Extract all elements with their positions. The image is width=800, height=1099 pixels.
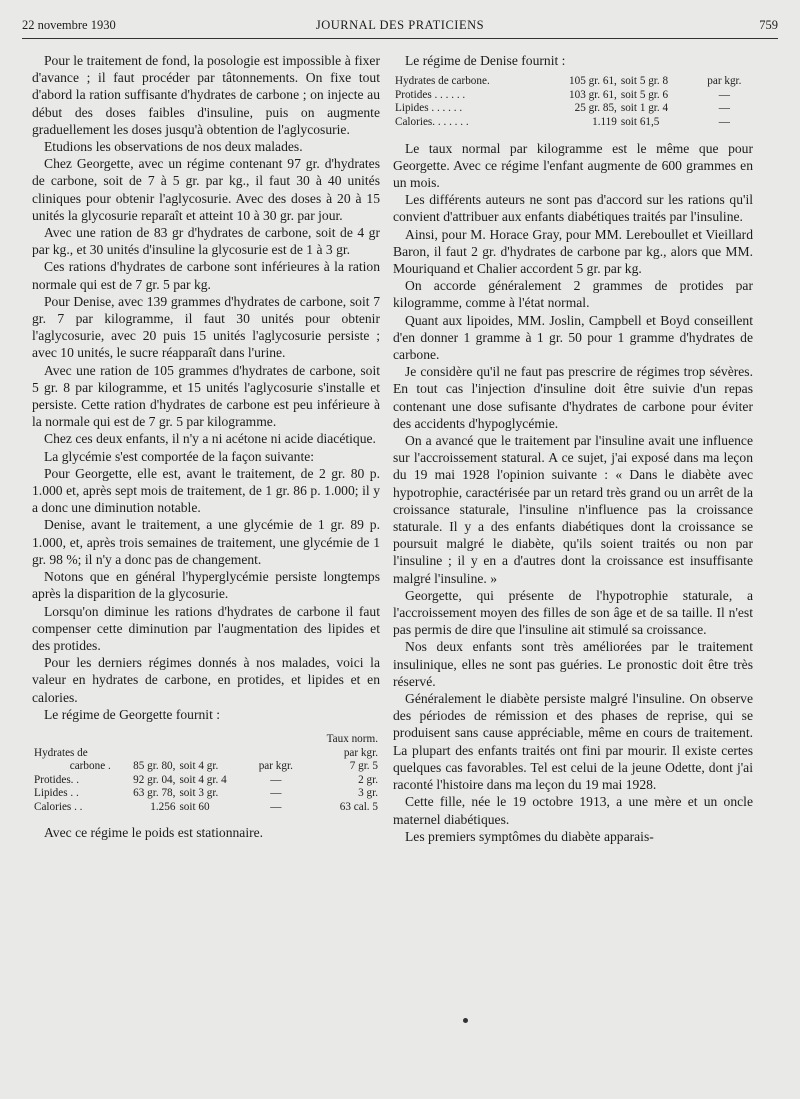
table-cell: Taux norm. bbox=[326, 732, 378, 745]
table-cell: Protides. . bbox=[34, 773, 80, 786]
paragraph: Les différents auteurs ne sont pas d'accord sur les rations qu'il convient d'attribuer aux enfants diabétiques traités par l'insuline. bbox=[393, 192, 753, 225]
page-number: 759 bbox=[759, 18, 778, 32]
table-cell: soit 5 gr. 6 bbox=[620, 88, 669, 101]
paragraph: Ainsi, pour M. Horace Gray, pour MM. Lereboullet et Vieillard Baron, il faut 2 gr. d'hydrates de carbone par kg., alors que MM. Mouriquand et Chalier accordent 5 gr. par kg. bbox=[393, 226, 753, 276]
header-rule bbox=[22, 38, 778, 39]
paragraph: Etudions les observations de nos deux malades. bbox=[44, 139, 303, 155]
paragraph: Chez ces deux enfants, il n'y a ni acétone ni acide diacétique. bbox=[44, 431, 376, 447]
paragraph: Les premiers symptômes du diabète apparais- bbox=[405, 828, 654, 844]
table-cell: soit 4 gr. bbox=[179, 760, 219, 773]
page-dot bbox=[463, 1018, 468, 1023]
table-cell: Calories. . . . . . . bbox=[395, 115, 469, 128]
table-cell: carbone . bbox=[69, 760, 111, 773]
table-cell: Hydrates de carbone. bbox=[395, 75, 490, 88]
table-row bbox=[393, 89, 753, 103]
table-cell: — bbox=[270, 787, 282, 800]
table-cell: soit 3 gr. bbox=[179, 787, 219, 800]
table-row bbox=[393, 75, 753, 89]
right-column bbox=[393, 52, 753, 845]
table-cell: soit 61,5 bbox=[620, 115, 660, 128]
table-cell: soit 5 gr. 8 bbox=[620, 75, 669, 88]
table-cell: Lipides . . bbox=[34, 787, 79, 800]
paragraph: Avec ce régime le poids est stationnaire. bbox=[44, 825, 264, 841]
paragraph: Pour le traitement de fond, la posologie est impossible à fixer d'avance ; il faut procéder par tâtonnements. On fixe tout d'abord la ration suffisante d'hydrates de carbone ; on injecte au début des doses faibles d'insuline, puis on augmente graduellement les doses jusqu'à obtention de l'aglycosurie. bbox=[32, 53, 380, 137]
paragraph: Pour Denise, avec 139 grammes d'hydrates de carbone, soit 7 gr. 7 par kilogramme, il faut 30 unités pour obtenir l'aglycosurie, avec 20 puis 15 unités l'aglycosurie persiste ; avec 10 unités, le sucre réapparaît dans l'urine. bbox=[32, 293, 380, 361]
page-header bbox=[22, 18, 778, 40]
table-cell: 85 gr. 80, bbox=[133, 760, 176, 773]
table-cell: 7 gr. 5 bbox=[349, 760, 378, 773]
paragraph: Le taux normal par kilogramme est le même que pour Georgette. Avec ce régime l'enfant augmente de 600 grammes en un mois. bbox=[393, 140, 753, 190]
issue-date: 22 novembre 1930 bbox=[22, 18, 116, 32]
table-row bbox=[32, 801, 380, 815]
table-cell: 2 gr. bbox=[358, 773, 378, 786]
paragraph: Denise, avant le traitement, a une glycémie de 1 gr. 89 p. 1.000, et, après trois semaines de traitement, une glycémie de 1 gr. 98 %; il n'y a donc pas de changement. bbox=[32, 517, 380, 567]
paragraph: Ces rations d'hydrates de carbone sont inférieures à la ration normale qui est de 7 gr. 5 par kg. bbox=[32, 259, 380, 292]
paragraph: La glycémie s'est comportée de la façon suivante: bbox=[44, 448, 315, 464]
table-cell: 92 gr. 04, bbox=[133, 773, 176, 786]
table-cell: — bbox=[718, 115, 730, 128]
paragraph: Cette fille, née le 19 octobre 1913, a une mère et un oncle maternel diabétiques. bbox=[393, 794, 753, 827]
table-cell: 1.119 bbox=[592, 115, 617, 128]
table-cell: par kgr. bbox=[258, 760, 293, 773]
paragraph: Le régime de Georgette fournit : bbox=[44, 706, 221, 722]
table-row bbox=[32, 760, 380, 774]
paragraph: Quant aux lipoides, MM. Joslin, Campbell et Boyd conseillent d'en donner 1 gramme à 1 gr. 50 pour 1 gramme d'hydrates de carbone. bbox=[393, 312, 753, 363]
table-row bbox=[393, 102, 753, 116]
table-row bbox=[393, 116, 753, 130]
table-cell: — bbox=[270, 800, 282, 813]
table-cell: 1.256 bbox=[150, 800, 176, 813]
table-cell: 3 gr. bbox=[358, 787, 378, 800]
table-row bbox=[32, 733, 380, 747]
table-cell: par kgr. bbox=[343, 746, 378, 759]
table-cell: — bbox=[270, 773, 282, 786]
paragraph: Pour Georgette, elle est, avant le traitement, de 2 gr. 80 p. 1.000 et, après sept mois de traitement, de 1 gr. 86 p. 1.000; il y a donc une diminution notable. bbox=[32, 465, 380, 516]
table-cell: soit 4 gr. 4 bbox=[179, 773, 227, 786]
paragraph: Georgette, qui présente de l'hypotrophie staturale, a l'accroissement moyen des filles de son âge et de sa taille. Il n'est pas permis de dire que l'insuline ait stimulé sa croissance. bbox=[393, 587, 753, 638]
paragraph: Nos deux enfants sont très améliorées par le traitement insulinique, elles ne sont pas guéries. Le pronostic doit être très réservé. bbox=[393, 639, 753, 689]
left-column bbox=[32, 52, 380, 842]
paragraph: Avec une ration de 83 gr d'hydrates de carbone, soit de 4 gr par kg., et 30 unités d'insuline la glycosurie est de 1 à 3 gr. bbox=[32, 225, 380, 258]
table-cell: soit 1 gr. 4 bbox=[620, 102, 669, 115]
paragraph: On accorde généralement 2 grammes de protides par kilogramme, comme à l'état normal. bbox=[393, 278, 753, 311]
table-row bbox=[32, 774, 380, 788]
table-cell: — bbox=[718, 88, 730, 101]
journal-title: JOURNAL DES PRATICIENS bbox=[315, 18, 485, 32]
paragraph: Chez Georgette, avec un régime contenant 97 gr. d'hydrates de carbone, soit de 7 à 5 gr. par kg., il faut 30 à 40 unités cliniques pour obtenir l'aglycosurie. Avec des doses à 20 à 15 unités la glycosurie reparaît et atteint 10 à 30 gr. par jour. bbox=[32, 156, 380, 223]
table-cell: 63 gr. 78, bbox=[133, 787, 176, 800]
table-row bbox=[32, 747, 380, 761]
paragraph: Le régime de Denise fournit : bbox=[405, 53, 566, 68]
paragraph: Généralement le diabète persiste malgré l'insuline. On observe des périodes de rémission et des phases de reprise, qui se produisent sans cause appréciable, même en cours de traitement. La plupart des enfants traités ont fini par mourir. Il existe certes quelques cas favorables. Tel est celui de la jeune Odette, dont j'ai raconté l'histoire dans ma leçon du 19 mai 1928. bbox=[393, 691, 753, 793]
paragraph: Je considère qu'il ne faut pas prescrire de régimes trop sévères. En tout cas l'injection d'insuline doit être suivie d'un repas contenant une dose sufisante d'hydrates de carbone pour éviter des accidents d'hypoglycémie. bbox=[393, 364, 753, 431]
table-cell: 63 cal. 5 bbox=[339, 800, 378, 813]
table-cell: 103 gr. 61, bbox=[569, 88, 617, 101]
table-cell: — bbox=[718, 102, 730, 115]
table-cell: 25 gr. 85, bbox=[574, 102, 617, 115]
table-row bbox=[32, 787, 380, 801]
table-cell: Lipides . . . . . . bbox=[395, 102, 463, 115]
table-cell: soit 60 bbox=[179, 800, 210, 813]
paragraph: Avec une ration de 105 grammes d'hydrates de carbone, soit 5 gr. 8 par kilogramme, et 15 unités l'aglycosurie s'installe et persiste. Cette ration d'hydrates de carbone est peu inférieure à la normale qui est de 7 gr. 5 par kilogramme. bbox=[32, 362, 380, 430]
paragraph: Pour les derniers régimes donnés à nos malades, voici la valeur en hydrates de carbone, en protides, et lipides et en calories. bbox=[32, 655, 380, 705]
georgette-diet-table bbox=[32, 733, 380, 815]
paragraph: Lorsqu'on diminue les rations d'hydrates de carbone il faut compenser cette diminution par l'augmentation des lipides et des protides. bbox=[32, 603, 380, 653]
denise-diet-table bbox=[393, 75, 753, 129]
table-cell: 105 gr. 61, bbox=[569, 75, 617, 88]
paragraph: On a avancé que le traitement par l'insuline avait une influence sur l'accroissement statural. A ce sujet, j'ai exposé dans ma leçon du 19 mai 1928 l'opinion suivante : « Dans le diabète avec hypotrophie, caractérisée par un retard très grand ou un arrêt de la croissance staturale, l'insuline n'influence pas la croissance staturale. Il y a des enfants diabétiques dont la croissance se poursuit malgré le diabète, qu'ils soient traités ou non par l'insuline ; il y en a d'autres dont la croissance est insuffisante malgré l'insuline. » bbox=[393, 433, 753, 586]
table-cell: Protides . . . . . . bbox=[395, 88, 466, 101]
table-cell: Calories . . bbox=[34, 800, 83, 813]
table-cell: Hydrates de bbox=[34, 746, 88, 759]
table-cell: par kgr. bbox=[707, 75, 742, 88]
paragraph: Notons que en général l'hyperglycémie persiste longtemps après la disparition de la glycosurie. bbox=[32, 569, 380, 602]
